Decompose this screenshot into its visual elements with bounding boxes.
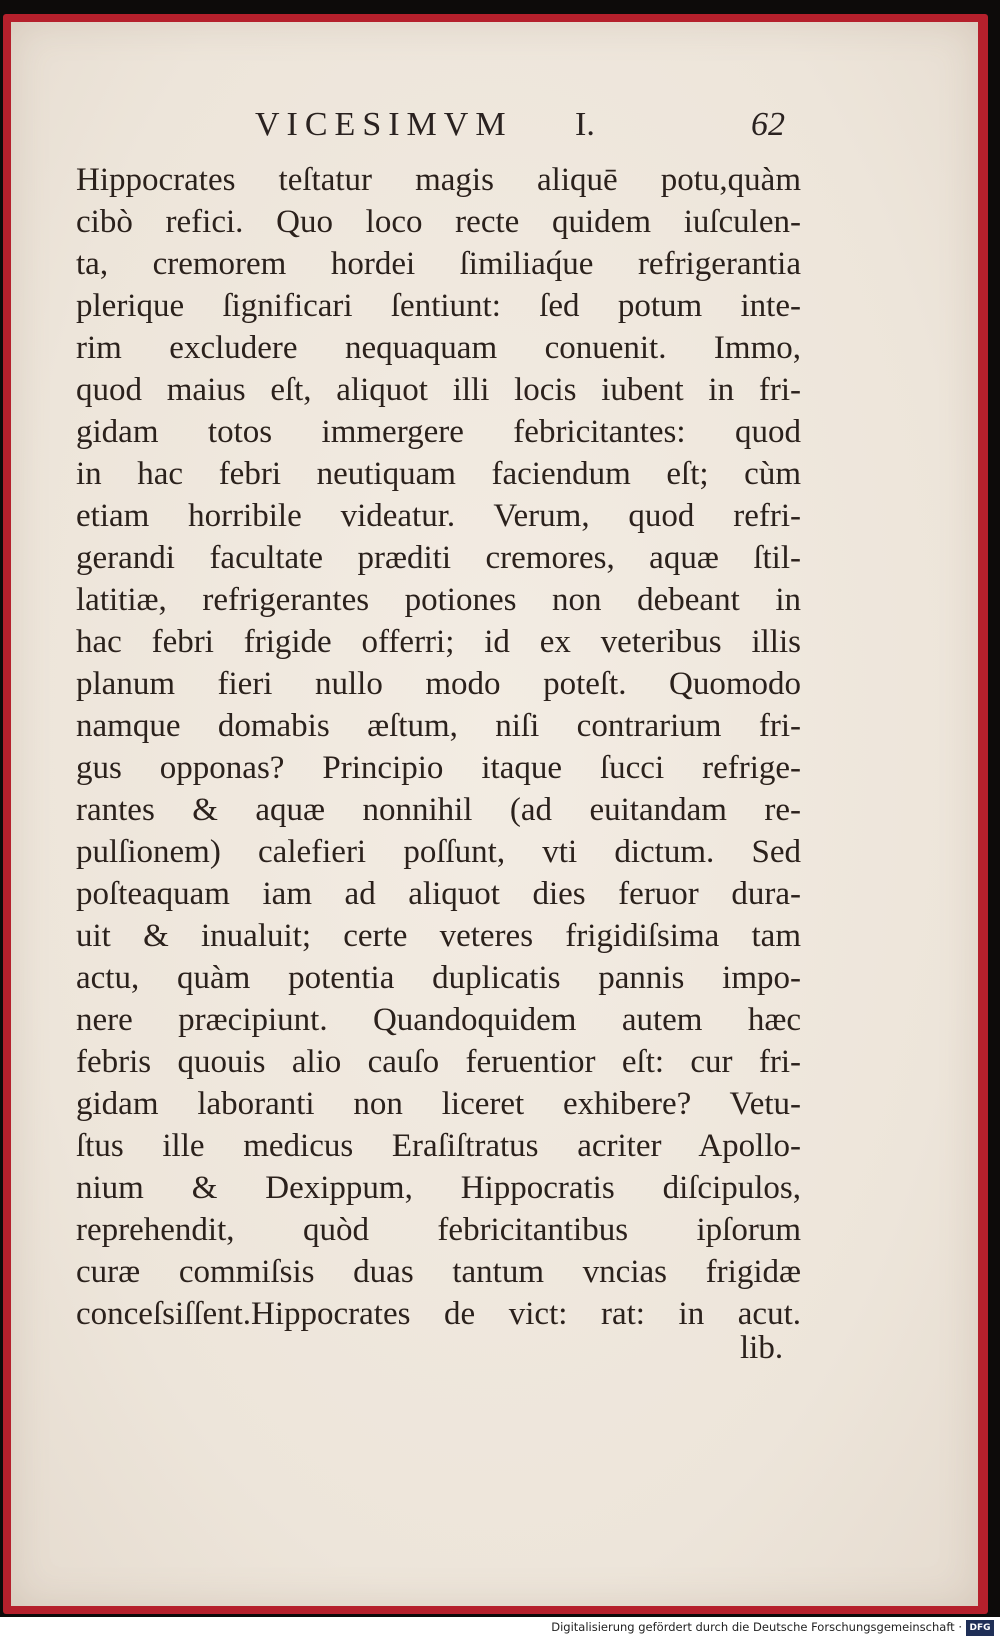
text-line: Hippocrates teſtatur magis aliquē potu,quàm bbox=[76, 162, 801, 198]
running-head-title: VICESIMVM bbox=[255, 106, 513, 143]
text-line: gidam totos immergere febricitantes: quod bbox=[76, 414, 801, 450]
text-line: etiam horribile videatur. Verum, quod refri- bbox=[76, 498, 801, 534]
text-line: gidam laboranti non liceret exhibere? Vetu- bbox=[76, 1086, 801, 1122]
digitization-footer bbox=[0, 1617, 1000, 1641]
dfg-logo: DFG bbox=[966, 1620, 994, 1636]
text-line: quod maius eſt, aliquot illi locis iubent in fri- bbox=[76, 372, 801, 408]
text-line: nere præcipiunt. Quandoquidem autem hæc bbox=[76, 1002, 801, 1038]
text-line: rim excludere nequaquam conuenit. Immo, bbox=[76, 330, 801, 366]
text-line: in hac febri neutiquam faciendum eſt; cùm bbox=[76, 456, 801, 492]
catchword: lib. bbox=[740, 1330, 784, 1366]
text-line: conceſsiſſent.Hippocrates de vict: rat: in acut. bbox=[76, 1296, 801, 1332]
text-line: reprehendit, quòd febricitantibus ipſorum bbox=[76, 1212, 801, 1248]
text-line: cibò refici. Quo loco recte quidem iuſculen- bbox=[76, 204, 801, 240]
page-number: 62 bbox=[751, 106, 785, 143]
text-line: rantes & aquæ nonnihil (ad euitandam re- bbox=[76, 792, 801, 828]
text-line: nium & Dexippum, Hippocratis diſcipulos, bbox=[76, 1170, 801, 1206]
text-line: gerandi facultate præditi cremores, aquæ ſtil- bbox=[76, 540, 801, 576]
book-number: I. bbox=[575, 106, 595, 143]
funding-credit: Digitalisierung gefördert durch die Deutsche Forschungsgemeinschaft · bbox=[551, 1620, 962, 1634]
text-line: uit & inualuit; certe veteres frigidiſsima tam bbox=[76, 918, 801, 954]
text-line: namque domabis æſtum, niſi contrarium fri- bbox=[76, 708, 801, 744]
text-line: planum fieri nullo modo poteſt. Quomodo bbox=[76, 666, 801, 702]
text-line: actu, quàm potentia duplicatis pannis impo- bbox=[76, 960, 801, 996]
text-line: ſtus ille medicus Eraſiſtratus acriter Apollo- bbox=[76, 1128, 801, 1164]
text-line: latitiæ, refrigerantes potiones non debeant in bbox=[76, 582, 801, 618]
text-line: ta, cremorem hordei ſimiliaq́ue refrigerantia bbox=[76, 246, 801, 282]
body-text bbox=[76, 159, 801, 1335]
text-line: gus opponas? Principio itaque ſucci refrige- bbox=[76, 750, 801, 786]
text-line: curæ commiſsis duas tantum vncias frigidæ bbox=[76, 1254, 801, 1290]
text-line: hac febri frigide offerri; id ex veteribus illis bbox=[76, 624, 801, 660]
text-line: febris quouis alio cauſo feruentior eſt: cur fri- bbox=[76, 1044, 801, 1080]
text-line: pulſionem) calefieri poſſunt, vti dictum. Sed bbox=[76, 834, 801, 870]
running-head bbox=[255, 106, 785, 156]
text-line: poſteaquam iam ad aliquot dies feruor dura- bbox=[76, 876, 801, 912]
text-line: plerique ſignificari ſentiunt: ſed potum inte- bbox=[76, 288, 801, 324]
